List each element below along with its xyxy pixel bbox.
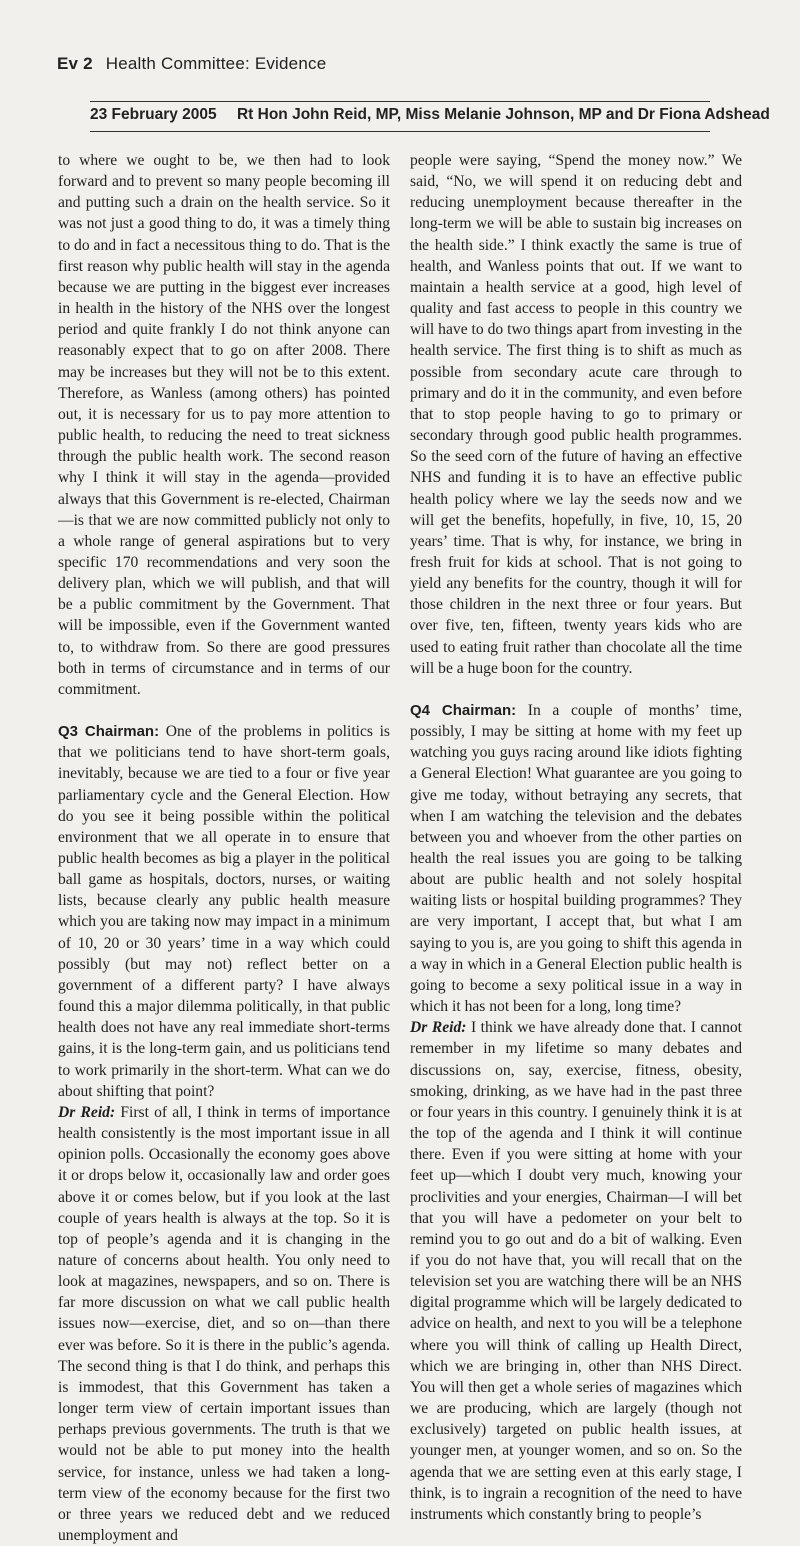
running-header <box>57 54 326 74</box>
continued-answer-paragraph-right: people were saying, “Spend the money now.” We said, “No, we will spend it on reducing debt and reducing unemployment because thereafter in the long-term we will be able to sustain big increases on the health side.” I think exactly the same is true of health, and Wanless points that out. If we want to maintain a health service at a good, high level of quality and fast access to people in this country we will have to do two things apart from investing in the health service. The first thing is to shift as much as possible from secondary acute care through to primary and do it in the community, and even before that to stop people having to go to primary or secondary through good public health programmes. So the seed corn of the future of having an effective NHS and funding it is to have an effective public health policy where we lay the seeds now and we will get the benefits, hopefully, in five, 10, 15, 20 years’ time. That is why, for instance, we bring in fresh fruit for kids at school. That is not going to yield any benefits for the country, though it will for those children in the next three or four years. But over five, ten, fifteen, twenty years kids who are used to eating fruit rather than chocolate all the time will be a huge boon for the country. <box>410 152 742 677</box>
right-column <box>410 150 742 1525</box>
left-column <box>58 150 390 1546</box>
question-4-speaker: Q4 Chairman: <box>410 701 517 719</box>
question-3-speaker: Q3 Chairman: <box>58 723 160 741</box>
answer-3-text: First of all, I think in terms of importance health consistently is the most important issue in all opinion polls. Occasionally the economy goes above it or drops below it, occasionally law and order goes above it or comes below, but if you look at the last couple of years health is always at the top. So it is top of people’s agenda and it is changing in the nature of concerns about health. You only need to look at magazines, newspapers, and so on. There is far more discussion on what we call public health issues now—exercise, diet, and so on—than there ever was before. So it is there in the public’s agenda. The second thing is that I do think, and perhaps this is immodest, that this Government has taken a longer term view of certain important issues than perhaps previous governments. The truth is that we would not be able to put money into the health service, for instance, unless we had taken a long-term view of the economy because for the first two or three years we reduced debt and we reduced unemployment and <box>58 1103 390 1544</box>
session-date: 23 February 2005 <box>90 106 217 123</box>
question-3-text: One of the problems in politics is that we politicians tend to have short-term goals, inevitably, because we are tied to a four or five year parliamentary cycle and the General Election. How do you see it being possible within the political environment that we all operate in to ensure that public health becomes as big a player in the political ball game as hospitals, doctors, nurses, or waiting lists, because clearly any public health measure which you are taking now may impact in a minimum of 10, 20 or 30 years’ time in a way which could possibly (but may not) reflect better on a government of a different party? I have always found this a major dilemma politically, in that public health does not have any real immediate short-terms gains, it is the long-term gain, and us politicians tend to work primarily in the short-term. What can we do about shifting that point? <box>58 723 391 1100</box>
continued-answer-paragraph: to where we ought to be, we then had to look forward and to prevent so many people becoming ill and putting such a drain on the health service. So it was not just a good thing to do, it was a timely thing to do and in fact a necessitous thing to do. That is the first reason why public health will stay in the agenda because we are putting in the biggest ever increases in health in the history of the NHS over the longest period and quite frankly I do not think anyone can reasonably expect that to go on after 2008. There may be increases but they will not be to this extent. Therefore, as Wanless (among others) has pointed out, it is necessary for us to pay more attention to public health, to reducing the need to treat sickness through the public health work. The second reason why I think it will stay in the agenda—provided always that this Government is re-elected, Chairman—is that we are now committed publicly not only to a whole range of general aspirations but to very specific 170 recommendations and very soon the delivery plan, which we will publish, and that will be a public commitment by the Government. That will be impossible, even if the Government wanted to, to withdraw from. So there are good pressures both in terms of circumstance and in terms of our commitment. <box>58 152 390 698</box>
question-4 <box>410 700 742 1017</box>
document-title: Health Committee: Evidence <box>105 54 327 73</box>
question-3 <box>58 721 390 1102</box>
answer-3-speaker: Dr Reid: <box>58 1103 116 1121</box>
answer-4 <box>410 1017 742 1525</box>
answer-4-speaker: Dr Reid: <box>410 1019 467 1037</box>
question-4-text: In a couple of months’ time, possibly, I may be sitting at home with my feet up watching you guys racing around like idiots fighting a General Election! What guarantee are you going to give me today, without betraying any secrets, that when I am watching the television and the debates between you and whoever from the other parties on health the real issues you are going to be talking about are public health and not solely hospital waiting lists or hospital building programmes? They are very important, I accept that, but what I am saying to you is, are you going to shift this agenda in a way in which in a General Election public health is going to become a sexy political issue in a way in which it has not been for a long, long time? <box>410 701 743 1016</box>
answer-4-text: I think we have already done that. I cannot remember in my lifetime so many debates and discussions on, say, exercise, fitness, obesity, smoking, drinking, as we have had in the past three or four years in this country. I genuinely think it is at the top of the agenda and I think it will continue there. Even if you were sitting at home with your feet up—which I doubt very much, knowing your proclivities and your energies, Chairman—I will bet that you will have a pedometer on your belt to remind you to go out and do a bit of walking. Even if you do not have that, you will recall that on the television set you are watching there will be an NHS digital programme which will be largely dedicated to advice on health, and next to you will be a telephone where you will think of calling up Health Direct, which we are bringing in, other than NHS Direct. You will then get a whole series of magazines which we are producing, which are largely (though not exclusively) targeted on public health issues, at younger men, at younger women, and so on. So the agenda that we are setting even at this early stage, I think, is to ingrain a recognition of the need to have instruments which constantly bring to people’s <box>410 1019 742 1523</box>
answer-3 <box>58 1102 390 1546</box>
witness-list: Rt Hon John Reid, MP, Miss Melanie Johnson, MP and Dr Fiona Adshead <box>236 106 770 123</box>
header-rule-bottom <box>90 131 710 132</box>
evidence-page-ref: Ev 2 <box>57 54 93 73</box>
header-rule-top <box>90 101 710 102</box>
session-line <box>90 106 770 124</box>
